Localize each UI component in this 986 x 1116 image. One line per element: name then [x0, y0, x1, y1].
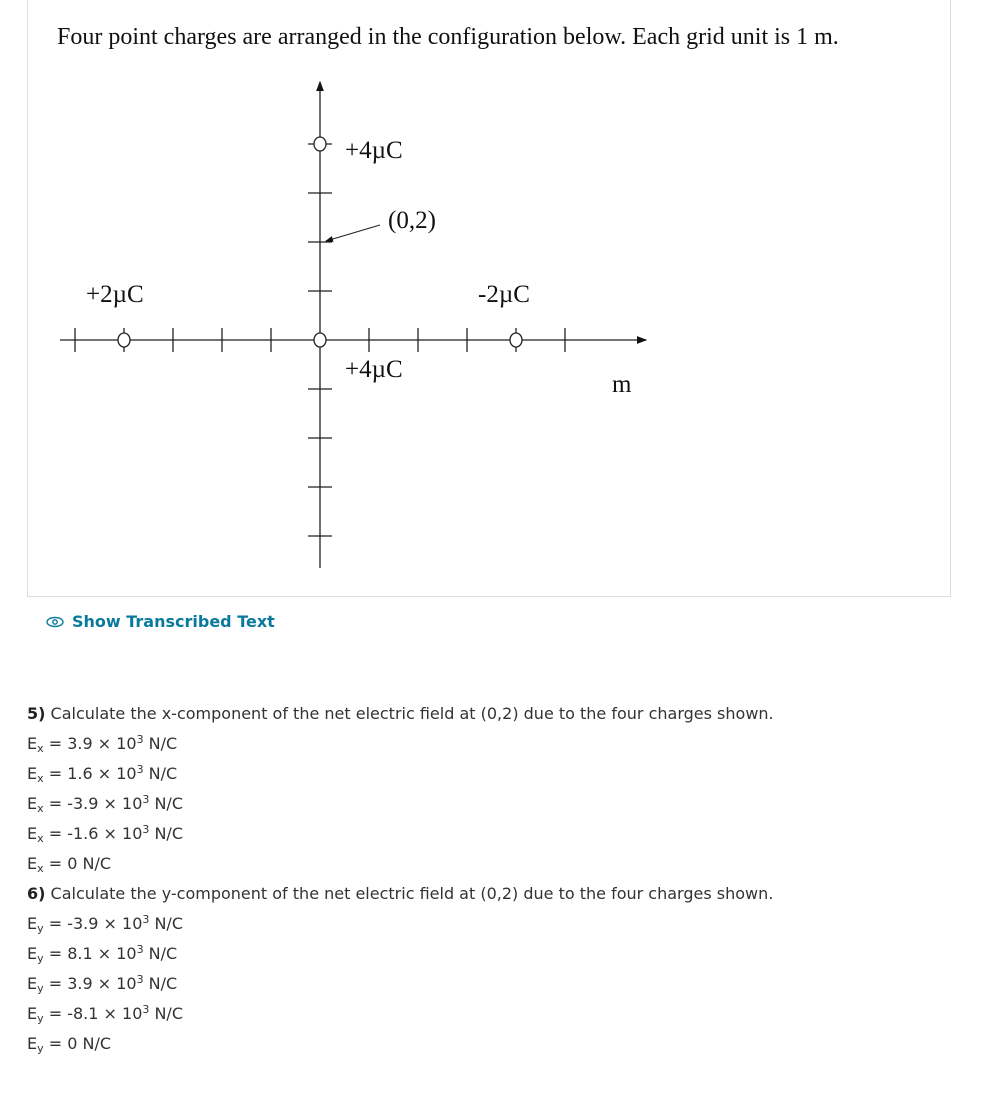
answer-option[interactable]: [27, 764, 177, 785]
var: E: [27, 764, 38, 783]
var-sub: x: [37, 832, 44, 845]
answer-option[interactable]: [27, 914, 183, 935]
var: E: [27, 1004, 38, 1023]
var-sub: x: [37, 862, 44, 875]
var: E: [27, 1034, 38, 1053]
option-value: = 0 N/C: [48, 1034, 112, 1053]
point-charge: [510, 333, 522, 347]
var-sub: x: [37, 772, 44, 785]
charge-label-top: +4µC: [345, 137, 403, 164]
option-unit: N/C: [149, 824, 183, 843]
option-value: = 3.9 × 10: [48, 974, 137, 993]
option-unit: N/C: [149, 1004, 183, 1023]
charge-label-left: +2µC: [86, 281, 144, 308]
option-unit: N/C: [149, 914, 183, 933]
var-sub: y: [37, 982, 44, 995]
option-value: = 0 N/C: [48, 854, 112, 873]
var: E: [27, 914, 38, 933]
option-unit: N/C: [143, 974, 178, 993]
var-sub: y: [37, 922, 44, 935]
option-exponent: 3: [136, 973, 144, 986]
question-number: 5): [27, 704, 46, 723]
answer-option[interactable]: [27, 794, 183, 815]
option-exponent: 3: [142, 913, 150, 926]
option-unit: N/C: [143, 764, 178, 783]
option-unit: N/C: [149, 794, 183, 813]
option-unit: N/C: [143, 944, 178, 963]
point-charge: [314, 333, 326, 347]
var: E: [27, 974, 38, 993]
var: E: [27, 794, 38, 813]
option-exponent: 3: [136, 733, 144, 746]
option-value: = 8.1 × 10: [48, 944, 137, 963]
question-text: Calculate the x-component of the net electric field at (0,2) due to the four charges shown.: [50, 704, 774, 723]
option-value: = 3.9 × 10: [48, 734, 137, 753]
answer-option[interactable]: [27, 974, 177, 995]
option-value: = -8.1 × 10: [48, 1004, 143, 1023]
point-label: (0,2): [388, 207, 436, 234]
var-sub: y: [37, 1042, 44, 1055]
question-text: Calculate the y-component of the net electric field at (0,2) due to the four charges shown.: [50, 884, 774, 903]
var: E: [27, 734, 38, 753]
option-value: = -3.9 × 10: [48, 794, 143, 813]
option-value: = -3.9 × 10: [48, 914, 143, 933]
answer-option[interactable]: [27, 1034, 111, 1055]
question-number: 6): [27, 884, 46, 903]
point-arrow: [326, 225, 380, 241]
answer-option[interactable]: [27, 1004, 183, 1025]
var-sub: x: [37, 742, 44, 755]
var-sub: y: [37, 952, 44, 965]
var: E: [27, 944, 38, 963]
option-value: = 1.6 × 10: [48, 764, 137, 783]
answer-option[interactable]: [27, 854, 111, 875]
option-exponent: 3: [136, 763, 144, 776]
charge-label-right: -2µC: [478, 281, 530, 308]
var-sub: y: [37, 1012, 44, 1025]
answer-option[interactable]: [27, 734, 177, 755]
point-charge: [314, 137, 326, 151]
eye-icon: [46, 616, 64, 628]
unit-label: m: [612, 371, 632, 398]
option-exponent: 3: [136, 943, 144, 956]
option-exponent: 3: [142, 823, 150, 836]
option-exponent: 3: [142, 793, 150, 806]
answer-option[interactable]: [27, 944, 177, 965]
option-unit: N/C: [143, 734, 178, 753]
q5-question: [27, 704, 774, 723]
q6-question: [27, 884, 773, 903]
point-charge: [118, 333, 130, 347]
option-exponent: 3: [142, 1003, 150, 1016]
show-transcribed-text-link[interactable]: [46, 612, 275, 631]
problem-statement: Four point charges are arranged in the configuration below. Each grid unit is 1 m.: [57, 24, 839, 50]
var: E: [27, 854, 38, 873]
charge-label-origin: +4µC: [345, 356, 403, 383]
answer-option[interactable]: [27, 824, 183, 845]
var: E: [27, 824, 38, 843]
option-value: = -1.6 × 10: [48, 824, 143, 843]
show-transcribed-text-label: Show Transcribed Text: [72, 612, 275, 631]
var-sub: x: [37, 802, 44, 815]
